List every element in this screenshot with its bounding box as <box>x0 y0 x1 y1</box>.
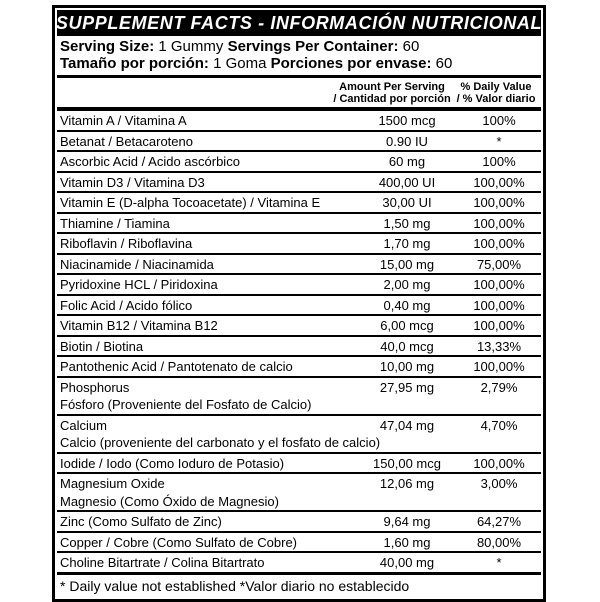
nutrient-amount: 1500 mcg <box>378 113 436 128</box>
nutrient-name: Vitamin B12 / Vitamina B12 <box>60 318 218 333</box>
table-row <box>57 512 541 533</box>
panel-title: SUPPLEMENT FACTS - INFORMACIÓN NUTRICIONAL <box>55 12 543 33</box>
nutrient-name: Pyridoxine HCL / Piridoxina <box>60 277 218 292</box>
nutrient-name: Iodide / Iodo (Como Ioduro de Potasio) <box>60 455 285 471</box>
table-row <box>57 234 541 255</box>
nutrient-name: Vitamin A / Vitamina A <box>60 113 187 128</box>
table-row <box>57 152 541 173</box>
nutrient-amount: 9,64 mg <box>383 514 431 529</box>
servings-per-container-label-en: Servings Per Container: <box>227 38 399 55</box>
table-row <box>57 214 541 235</box>
table-row <box>57 132 541 153</box>
nutrient-daily-value: 100,00% <box>473 277 525 292</box>
amount-header-line2: / Cantidad por porción <box>333 93 451 105</box>
nutrient-daily-value: 100,00% <box>473 455 525 471</box>
nutrient-amount: 27,95 mg <box>379 379 435 395</box>
nutrient-subname: Fósforo (Proveniente del Fosfato de Calcio) <box>60 397 312 412</box>
nutrient-name: Biotin / Biotina <box>60 338 144 354</box>
serving-size-value-es: 1 Goma <box>213 55 267 72</box>
nutrient-daily-value: 100,00% <box>473 236 525 251</box>
nutrient-daily-value: 100,00% <box>473 195 525 210</box>
nutrient-daily-value: 100,00% <box>473 359 525 374</box>
nutrient-name: Thiamine / Tiamina <box>60 215 170 231</box>
table-row <box>57 378 541 416</box>
nutrient-name: Betanat / Betacaroteno <box>60 133 193 149</box>
nutrient-daily-value: 2,79% <box>480 379 518 395</box>
servings-per-container-label-es: Porciones por envase: <box>270 55 432 72</box>
nutrient-daily-value: 13,33% <box>476 338 522 354</box>
nutrient-amount: 1,60 mg <box>383 534 431 550</box>
nutrient-amount: 40,0 mcg <box>380 338 434 354</box>
nutrient-amount: 30,00 UI <box>382 195 432 210</box>
daily-value-header-line2: / % Valor diario <box>456 93 536 105</box>
nutrient-amount: 400,00 UI <box>378 174 436 190</box>
table-row <box>57 111 541 132</box>
nutrient-amount: 2,00 mg <box>383 277 431 292</box>
table-row <box>57 553 541 575</box>
nutrient-amount: 40,00 mg <box>379 555 435 570</box>
nutrient-amount: 12,06 mg <box>379 476 435 491</box>
serving-line-es <box>60 55 539 72</box>
nutrient-name: Niacinamide / Niacinamida <box>60 256 214 272</box>
servings-per-container-value-en: 60 <box>402 38 420 55</box>
supplement-facts-panel <box>52 5 546 602</box>
table-row <box>57 533 541 554</box>
nutrient-daily-value: 100,00% <box>473 215 525 231</box>
serving-size-value-en: 1 Gummy <box>158 38 224 55</box>
table-row <box>57 474 541 512</box>
nutrient-daily-value: 64,27% <box>476 514 522 529</box>
nutrient-name: Copper / Cobre (Como Sulfato de Cobre) <box>60 534 298 550</box>
nutrient-name: Vitamin D3 / Vitamina D3 <box>60 174 205 190</box>
nutrient-daily-value: 3,00% <box>480 476 518 491</box>
column-header-row <box>57 78 541 111</box>
serving-info <box>57 36 541 78</box>
nutrient-amount: 60 mg <box>388 154 426 169</box>
nutrient-amount: 150,00 mcg <box>373 455 441 471</box>
nutrient-amount: 47,04 mg <box>379 417 435 433</box>
nutrient-daily-value: * <box>496 555 502 570</box>
daily-value-header-line1: % Daily Value <box>460 81 532 93</box>
nutrient-name: Pantothenic Acid / Pantotenato de calcio <box>60 359 293 374</box>
serving-size-label-es: Tamaño por porción: <box>60 55 209 72</box>
nutrient-amount: 1,70 mg <box>383 236 431 251</box>
table-row <box>57 296 541 317</box>
daily-value-column-header <box>451 81 541 105</box>
nutrient-name: Vitamin E (D-alpha Tocoacetate) / Vitamina E <box>60 195 321 210</box>
nutrient-daily-value: 100,00% <box>473 318 525 333</box>
table-row <box>57 416 541 454</box>
nutrient-daily-value: 100,00% <box>473 297 525 313</box>
nutrient-amount: 0.90 IU <box>386 133 428 149</box>
nutrient-amount: 10,00 mg <box>379 359 435 374</box>
nutrient-name: Calcium <box>60 417 107 433</box>
servings-per-container-value-es: 60 <box>435 55 453 72</box>
nutrient-daily-value: 4,70% <box>480 417 518 433</box>
panel-title-bar <box>57 10 541 36</box>
nutrient-amount: 6,00 mcg <box>380 318 434 333</box>
table-row <box>57 255 541 276</box>
nutrient-name: Choline Bitartrate / Colina Bitartrato <box>60 555 265 570</box>
table-row <box>57 173 541 194</box>
nutrient-subname: Magnesio (Como Óxido de Magnesio) <box>60 493 279 509</box>
table-row <box>57 275 541 296</box>
amount-header-line1: Amount Per Serving <box>339 81 445 93</box>
nutrient-daily-value: 100,00% <box>473 174 525 190</box>
daily-value-footnote: * Daily value not established *Valor diario no establecido <box>60 577 410 594</box>
nutrient-name: Riboflavin / Riboflavina <box>60 236 193 251</box>
table-row <box>57 357 541 378</box>
nutrient-name: Zinc (Como Sulfato de Zinc) <box>60 514 222 529</box>
table-row <box>57 316 541 337</box>
serving-line-en <box>60 38 539 55</box>
nutrient-amount: 15,00 mg <box>379 256 435 272</box>
nutrient-name: Ascorbic Acid / Acido ascórbico <box>60 154 240 169</box>
serving-size-label-en: Serving Size: <box>60 38 155 55</box>
nutrient-subname: Calcio (proveniente del carbonato y el fosfato de calcio) <box>60 435 381 450</box>
nutrient-amount: 0,40 mg <box>383 297 431 313</box>
nutrient-amount: 1,50 mg <box>383 215 431 231</box>
nutrient-daily-value: 100% <box>482 154 516 169</box>
nutrient-daily-value: 75,00% <box>476 256 522 272</box>
table-row <box>57 193 541 214</box>
nutrient-daily-value: * <box>496 133 502 149</box>
table-row <box>57 337 541 358</box>
nutrient-daily-value: 100% <box>482 113 516 128</box>
nutrient-daily-value: 80,00% <box>476 534 522 550</box>
nutrient-name: Magnesium Oxide <box>60 476 165 491</box>
nutrient-name: Folic Acid / Acido fólico <box>60 297 193 313</box>
facts-table <box>57 111 541 575</box>
table-row <box>57 454 541 475</box>
nutrient-name: Phosphorus <box>60 379 130 395</box>
